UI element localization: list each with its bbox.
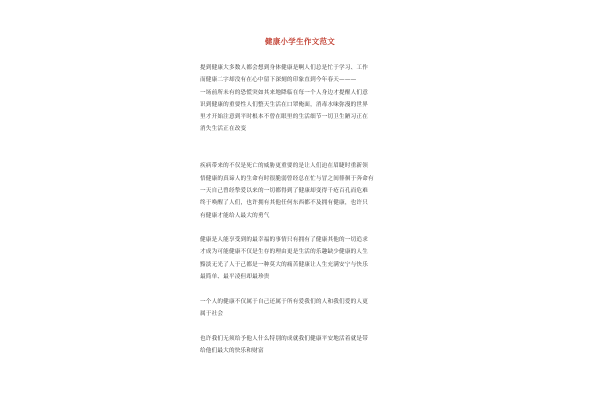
- text-line: 终于唤醒了人们，也许拥有其他任何东西都不及拥有健康，也许只: [200, 200, 369, 207]
- text-line: 里才开始注意到平时根本不曾在眼里的生活细节一切卫生陋习正在: [200, 114, 369, 121]
- text-line: 属于社会: [200, 310, 224, 317]
- paragraph: [200, 160, 406, 221]
- text-line: 黯淡无光了人于己都是一种莫大的痛苦健康让人生充满安宁与快乐: [200, 261, 369, 268]
- text-line: 疾病带来的不仅是死亡的威胁更重要的是让人们迫在眉睫时重新领: [200, 163, 369, 170]
- paragraph: [200, 296, 406, 321]
- document-body: [200, 62, 406, 357]
- text-line: 才成为可能健康不仅是生存的理由更是生活的乐趣缺少健康的人生: [200, 249, 369, 256]
- paragraph-gap: [200, 148, 406, 160]
- paragraph-gap: [200, 136, 406, 148]
- document-title: 健康小学生作文范文: [264, 37, 336, 46]
- paragraph: [200, 234, 406, 283]
- text-line: 健康是人能享受到的最幸福的事情只有拥有了健康其他的一切追求: [200, 237, 369, 244]
- paragraph-gap: [200, 222, 406, 234]
- text-line: 消失生活正在改变: [200, 126, 247, 133]
- text-line: 有健康才能给人最大的勇气: [200, 212, 270, 219]
- text-line: 提到健康大多数人都会想到身体健康是啊人们总是忙于学习、工作: [200, 65, 369, 71]
- text-line: 也许我们无须给予他人什么特别的成就我们健康平安地活着就是带: [200, 335, 369, 342]
- text-line: 而健康二字却没有在心中留下深刻的印象直到今年春天———: [200, 77, 357, 84]
- text-line: 识到健康的重要性人们整天生活在口罩俺面，消毒水味弥漫的世界: [200, 101, 369, 108]
- text-line: 给他们最大的快乐和财富: [200, 347, 264, 354]
- text-line: 一天自己曾经挚爱以来的一切都得到了健康却变得千疮百孔而危难: [200, 187, 369, 194]
- paragraph-gap: [200, 283, 406, 295]
- paragraph-gap: [200, 320, 406, 332]
- text-line: 一个人的健康不仅属于自己还属于所有爱我们的人和我们爱的人更: [200, 298, 369, 305]
- text-line: 最简单、最平凌但却最珍贵: [200, 274, 270, 281]
- text-line: 悟健康的真谛人的生命有时很脆弱曾经总在忙与冒之间徘徊于奔命有: [200, 175, 374, 182]
- paragraph: [200, 62, 406, 136]
- paragraph: [200, 333, 406, 358]
- text-line: 一场前所未有的恐慌突如其来地降临在每一个人身边才提醒人们意: [200, 89, 369, 96]
